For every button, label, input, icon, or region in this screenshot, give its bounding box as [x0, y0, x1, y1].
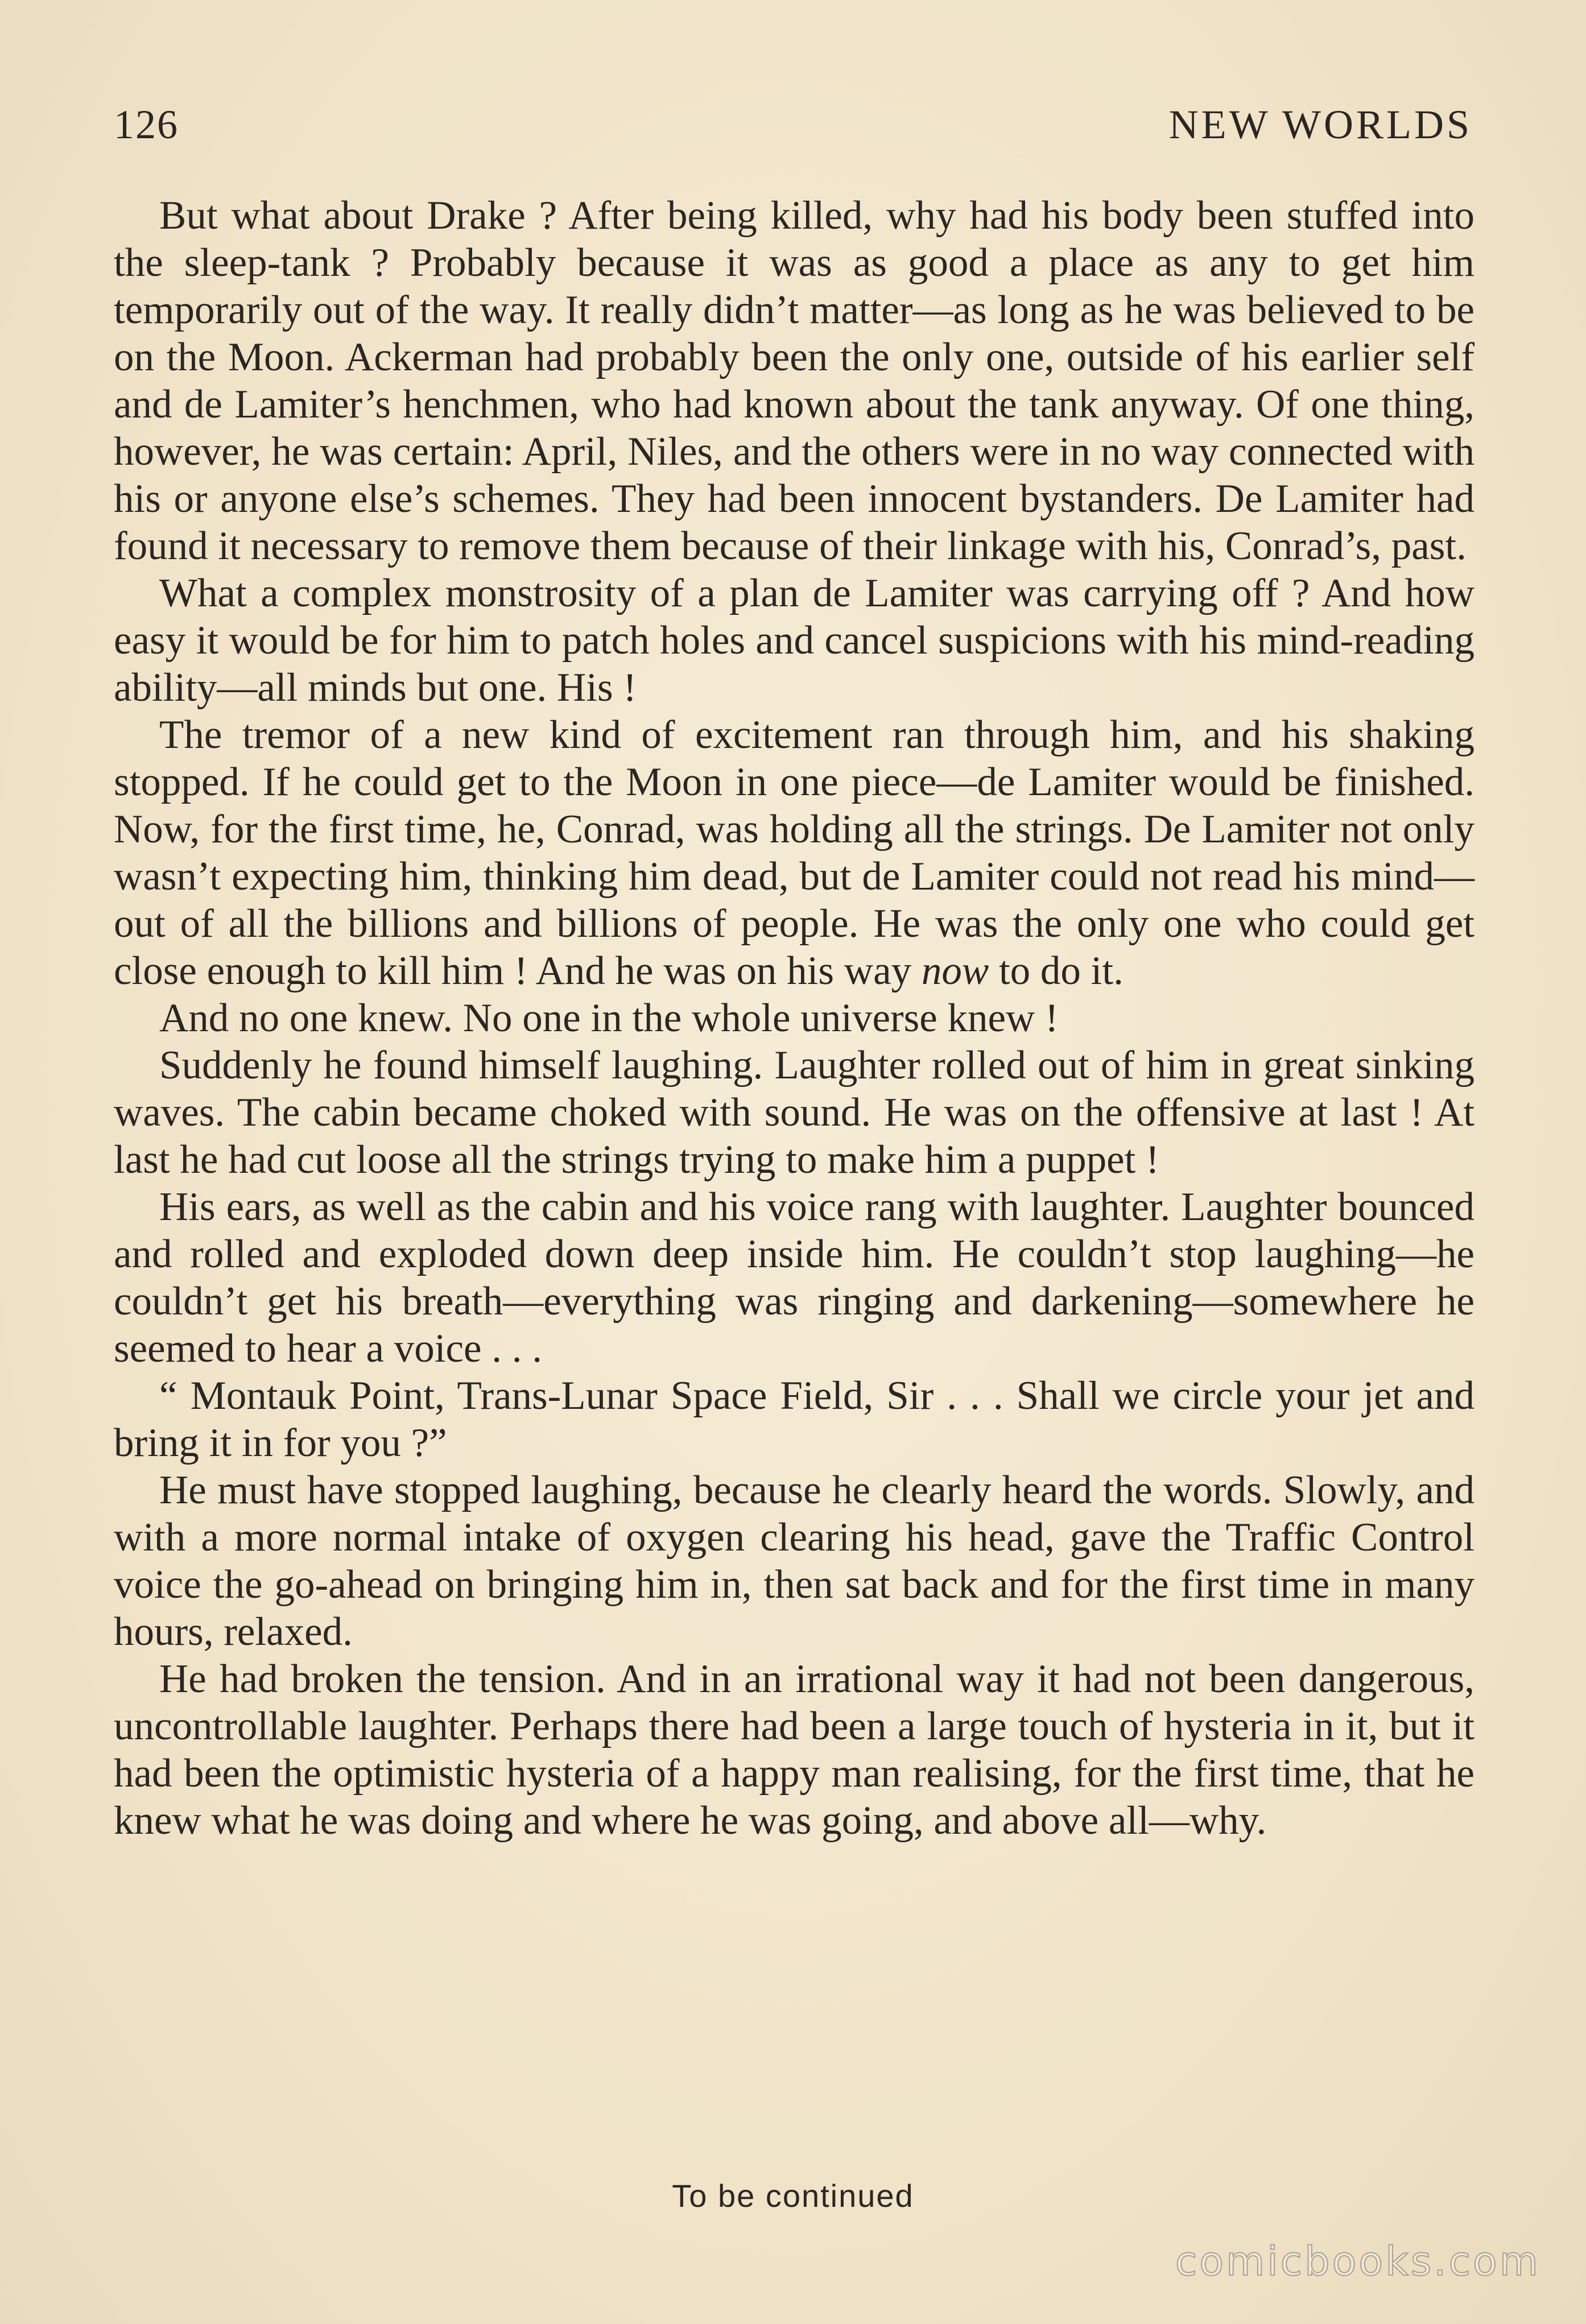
paragraph: But what about Drake ? After being killed, why had his body been stuffed into the sleep-tank ? Probably because it was as good a place as any to get him temporarily out of the way. It really didn’t matter—as long as he was believed to be on the Moon. Ackerman had probably been the only one, outside of his earlier self and de Lamiter’s henchmen, who had known about the tank anyway. Of one thing, however, he was certain: April, Niles, and the others were in no way connected with his or anyone else’s schemes. They had been innocent bystanders. De Lamiter had found it necessary to remove them because of their linkage with his, Conrad’s, past. — [114, 193, 1475, 568]
paragraph: He must have stopped laughing, because he clearly heard the words. Slowly, and with a more normal intake of oxygen clearing his head, gave the Traffic Control voice the go-ahead on bringing him in, then sat back and for the first time in many hours, relaxed. — [114, 1468, 1475, 1654]
watermark: comicbooks.com — [1175, 2238, 1540, 2285]
paragraph: “ Montauk Point, Trans-Lunar Space Field, Sir . . . Shall we circle your jet and bring it in for you ?” — [114, 1374, 1475, 1465]
running-head — [114, 101, 1472, 152]
paragraph: He had broken the tension. And in an irrational way it had not been dangerous, uncontrollable laughter. Perhaps there had been a large touch of hysteria in it, but it had been the optimistic hysteria of a happy man realising, for the first time, that he knew what he was doing and where he was going, and above all—why. — [114, 1657, 1475, 1843]
emphasis: now — [921, 949, 989, 993]
to-be-continued: To be continued — [672, 2178, 914, 2214]
journal-title: NEW WORLDS — [1168, 102, 1472, 147]
story-text — [114, 192, 1475, 1845]
paragraph: Suddenly he found himself laughing. Laughter rolled out of him in great sinking waves. The cabin became choked with sound. He was on the offensive at last ! At last he had cut loose all the strings trying to make him a puppet ! — [114, 1043, 1475, 1182]
paragraph: His ears, as well as the cabin and his voice rang with laughter. Laughter bounced and rolled and exploded down deep inside him. He couldn’t stop laughing—he couldn’t get his breath—everything was ringing and darkening—somewhere he seemed to hear a voice . . . — [114, 1185, 1475, 1371]
paragraph: What a complex monstrosity of a plan de Lamiter was carrying off ? And how easy it would be for him to patch holes and cancel suspicions with his mind-reading ability—all minds but one. His ! — [114, 571, 1475, 710]
page-number: 126 — [114, 102, 179, 147]
paragraph: And no one knew. No one in the whole universe knew ! — [159, 996, 1059, 1040]
paragraph: The tremor of a new kind of excitement ran through him, and his shaking stopped. If he could get to the Moon in one piece—de Lamiter would be finished. Now, for the first time, he, Conrad, was holding all the strings. De Lamiter not only wasn’t expecting him, thinking him dead, but de Lamiter could not read his mind—out of all the billions and billions of people. He was the only one who could get close enough to kill him ! And he was on his way now to do it. — [114, 713, 1475, 993]
